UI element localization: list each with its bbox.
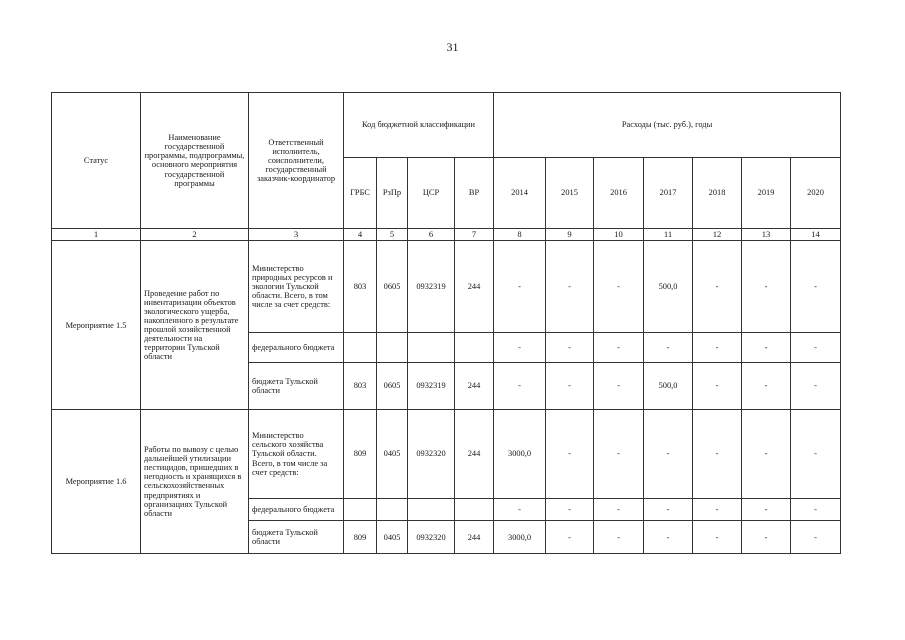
header-row-1 (52, 93, 841, 158)
grbs-cell: 809 (344, 521, 377, 554)
column-number: 13 (742, 228, 791, 240)
value-cell: - (494, 332, 546, 362)
measure-name: Работы по вывозу с целью дальнейшей утилизации пестицидов, пришедших в негодность и хранящихся в сельскохозяйственных предприятиях и организациях Тульской области (141, 409, 249, 553)
vr-cell (455, 499, 494, 521)
csr-cell: 0932320 (408, 521, 455, 554)
value-cell: - (742, 409, 791, 498)
header-year: 2019 (742, 157, 791, 228)
value-cell: - (644, 409, 693, 498)
header-year: 2018 (693, 157, 742, 228)
executor-cell: федерального бюджета (249, 332, 344, 362)
executor-cell: бюджета Тульской области (249, 521, 344, 554)
grbs-cell (344, 499, 377, 521)
value-cell: - (546, 241, 594, 332)
executor-cell: федерального бюджета (249, 499, 344, 521)
column-number: 12 (693, 228, 742, 240)
header-executor: Ответственный исполнитель, соисполнители, государственный заказчик-координатор (249, 93, 344, 229)
value-cell: - (693, 521, 742, 554)
column-number: 3 (249, 228, 344, 240)
column-numbers-row (52, 228, 841, 240)
column-number: 5 (377, 228, 408, 240)
value-cell: - (742, 521, 791, 554)
vr-cell: 244 (455, 241, 494, 332)
value-cell: - (791, 409, 841, 498)
csr-cell: 0932319 (408, 241, 455, 332)
value-cell: - (693, 241, 742, 332)
value-cell: - (546, 363, 594, 410)
measure-name: Проведение работ по инвентаризации объектов экологического ущерба, накопленного в результате прошлой хозяйственной деятельности на территории Тульской области (141, 241, 249, 409)
table-row (52, 241, 841, 332)
value-cell: - (693, 332, 742, 362)
value-cell: - (594, 409, 644, 498)
value-cell: - (546, 409, 594, 498)
value-cell: - (742, 332, 791, 362)
value-cell: - (494, 499, 546, 521)
column-number: 4 (344, 228, 377, 240)
header-status: Статус (52, 93, 141, 229)
rzpr-cell: 0605 (377, 241, 408, 332)
rzpr-cell (377, 332, 408, 362)
budget-table (51, 92, 841, 554)
measure-status: Мероприятие 1.5 (52, 241, 141, 409)
value-cell: 3000,0 (494, 409, 546, 498)
value-cell: - (594, 241, 644, 332)
vr-cell: 244 (455, 363, 494, 410)
executor-cell: бюджета Тульской области (249, 363, 344, 410)
header-vr: ВР (455, 157, 494, 228)
header-year: 2016 (594, 157, 644, 228)
header-budget-code: Код бюджетной классификации (344, 93, 494, 158)
rzpr-cell: 0605 (377, 363, 408, 410)
grbs-cell: 803 (344, 363, 377, 410)
value-cell: - (693, 499, 742, 521)
csr-cell: 0932319 (408, 363, 455, 410)
grbs-cell: 809 (344, 409, 377, 498)
value-cell: - (594, 499, 644, 521)
column-number: 9 (546, 228, 594, 240)
value-cell: 3000,0 (494, 521, 546, 554)
value-cell: - (644, 521, 693, 554)
value-cell: - (742, 363, 791, 410)
header-year: 2020 (791, 157, 841, 228)
value-cell: - (594, 332, 644, 362)
header-program-name: Наименование государственной программы, подпрограммы, основного мероприятия государственной программы (141, 93, 249, 229)
header-year: 2017 (644, 157, 693, 228)
column-number: 11 (644, 228, 693, 240)
page-number: 31 (446, 40, 459, 54)
vr-cell: 244 (455, 409, 494, 498)
header-expenses: Расходы (тыс. руб.), годы (494, 93, 841, 158)
executor-cell: Министерство сельского хозяйства Тульской области. Всего, в том числе за счет средств: (249, 409, 344, 498)
value-cell: - (644, 332, 693, 362)
column-number: 14 (791, 228, 841, 240)
value-cell: - (791, 499, 841, 521)
csr-cell (408, 332, 455, 362)
rzpr-cell: 0405 (377, 409, 408, 498)
value-cell: - (546, 499, 594, 521)
value-cell: - (742, 499, 791, 521)
value-cell: - (644, 499, 693, 521)
header-rzpr: РзПр (377, 157, 408, 228)
value-cell: - (594, 521, 644, 554)
value-cell: - (791, 241, 841, 332)
column-number: 1 (52, 228, 141, 240)
value-cell: - (494, 241, 546, 332)
value-cell: - (494, 363, 546, 410)
vr-cell (455, 332, 494, 362)
vr-cell: 244 (455, 521, 494, 554)
value-cell: - (693, 363, 742, 410)
column-number: 10 (594, 228, 644, 240)
value-cell: 500,0 (644, 363, 693, 410)
value-cell: - (791, 332, 841, 362)
measure-status: Мероприятие 1.6 (52, 409, 141, 553)
value-cell: - (693, 409, 742, 498)
header-csr: ЦСР (408, 157, 455, 228)
value-cell: - (546, 332, 594, 362)
value-cell: - (594, 363, 644, 410)
column-number: 6 (408, 228, 455, 240)
executor-cell: Министерство природных ресурсов и экологии Тульской области. Всего, в том числе за счет средств: (249, 241, 344, 332)
column-number: 7 (455, 228, 494, 240)
header-year: 2014 (494, 157, 546, 228)
value-cell: - (546, 521, 594, 554)
value-cell: - (791, 363, 841, 410)
table-row (52, 409, 841, 498)
header-grbs: ГРБС (344, 157, 377, 228)
value-cell: - (791, 521, 841, 554)
header-year: 2015 (546, 157, 594, 228)
grbs-cell (344, 332, 377, 362)
grbs-cell: 803 (344, 241, 377, 332)
column-number: 2 (141, 228, 249, 240)
csr-cell: 0932320 (408, 409, 455, 498)
value-cell: 500,0 (644, 241, 693, 332)
value-cell: - (742, 241, 791, 332)
csr-cell (408, 499, 455, 521)
rzpr-cell (377, 499, 408, 521)
column-number: 8 (494, 228, 546, 240)
rzpr-cell: 0405 (377, 521, 408, 554)
